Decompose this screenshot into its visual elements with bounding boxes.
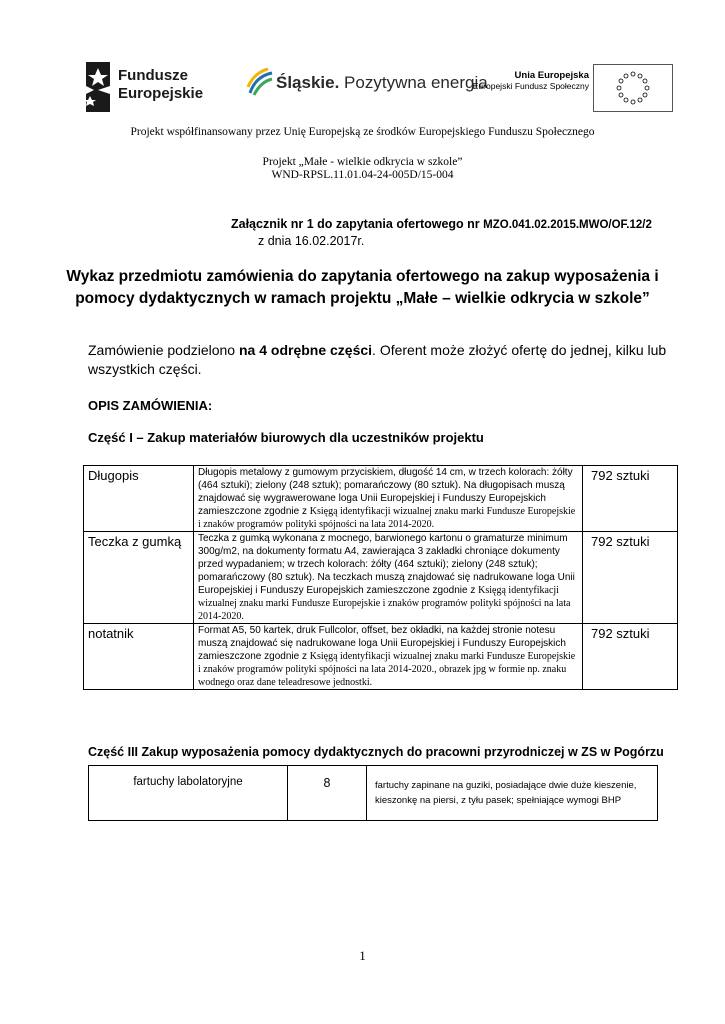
part1-table [83, 465, 678, 690]
item-name: Teczka z gumką [84, 532, 194, 624]
project-name: Projekt „Małe - wielkie odkrycia w szkole” [262, 156, 463, 168]
intro-before: Zamówienie podzielono [88, 342, 239, 358]
annex-date: z dnia 16.02.2017r. [258, 234, 365, 248]
slaskie-sun-icon [246, 67, 274, 97]
table-row [84, 466, 678, 532]
intro-paragraph [88, 341, 678, 379]
item-name: fartuchy labolatoryjne [89, 766, 288, 821]
table-row [84, 532, 678, 624]
item-quantity: 792 sztuki [583, 532, 678, 624]
item-quantity: 8 [288, 766, 367, 821]
table-row [84, 624, 678, 690]
fe-logo-line2: Europejskie [118, 85, 204, 102]
annex-number: MZO.041.02.2015.MWO/OF.12/2 [483, 219, 652, 231]
slaskie-logo [246, 67, 488, 99]
fundusze-europejskie-logo [80, 60, 210, 114]
page-number: 1 [359, 948, 366, 963]
part1-heading: Część I – Zakup materiałów biurowych dla uczestników projektu [88, 430, 484, 445]
ue-wordmark [473, 70, 589, 92]
eu-flag-icon [593, 64, 673, 112]
item-quantity: 792 sztuki [583, 466, 678, 532]
fundusze-europejskie-wordmark [118, 67, 203, 103]
item-description-serif: Księgą identyfikacji wizualnej znaku marki Fundusze Europejskie i znaków programów polityki spójności na lata 2014-2020. [198, 506, 576, 530]
item-description-sans: Format A5, 50 kartek, druk Fullcolor, offset, bez okładki, na każdej stronie notesu muszą znajdować się nadrukowane loga Unii Europejskiej i Funduszy Europejskich zamieszczone zgodnie z [198, 625, 566, 662]
cofinance-statement: Projekt współfinansowany przez Unię Europejską ze środków Europejskiego Funduszu Społecznego [130, 126, 595, 138]
slaskie-wordmark [276, 73, 488, 93]
ue-line2: Europejski Fundusz Społeczny [472, 81, 589, 91]
table-row [89, 766, 658, 821]
ue-line1: Unia Europejska [514, 70, 589, 81]
fundusze-europejskie-star-icon [80, 60, 114, 114]
annex-label: Załącznik nr 1 do zapytania ofertowego nr [231, 217, 484, 231]
slaskie-rest: Pozytywna energia [339, 73, 488, 92]
item-description-serif: Księgą identyfikacji wizualnej znaku marki Fundusze Europejskie i znaków programów polityki spójności na lata 2014-2020., obrazek jpg w formie np. znaku wodnego oraz dane teleadresowe jednostki. [198, 651, 576, 688]
annex-heading [231, 216, 652, 233]
item-description: fartuchy zapinane na guziki, posiadające dwie duże kieszenie, kieszonkę na piersi, z tyłu pasek; spełniające wymogi BHP [367, 766, 658, 821]
opis-heading: OPIS ZAMÓWIENIA: [88, 398, 213, 413]
item-quantity: 792 sztuki [583, 624, 678, 690]
document-title: Wykaz przedmiotu zamówienia do zapytania ofertowego na zakup wyposażenia i pomocy dydaktycznych w ramach projektu „Małe – wielkie odkrycia w szkole” [66, 268, 659, 307]
eu-stars-icon [594, 65, 672, 111]
item-name: Długopis [84, 466, 194, 532]
part3-heading: Część III Zakup wyposażenia pomocy dydaktycznych do pracowni przyrodniczej w ZS w Pogórzu [88, 745, 664, 759]
item-description-sans: Długopis metalowy z gumowym przyciskiem, długość 14 cm, w trzech kolorach: żółty (464 sztuki); zielony (248 sztuk); pomarańczowy (80 sztuk). Na długopisach muszą znajdować się wygrawerowane loga Unii Europejskiej i Funduszy Europejskich zamieszczone zgodnie z [198, 467, 573, 517]
item-name: notatnik [84, 624, 194, 690]
item-description [194, 466, 583, 532]
fe-logo-line1: Fundusze [118, 67, 188, 84]
item-description-sans: Teczka z gumką wykonana z mocnego, barwionego kartonu o gramaturze minimum 300g/m2, na dokumenty formatu A4, zawierająca 3 zakładki chroniące dokumenty przed wypadaniem; w trzech kolorach: żółty (464 sztuki); zielony (248 sztuk); pomarańczowy (80 sztuk). Na teczkach muszą znajdować się nadrukowane loga Unii Europejskiej i Funduszy Europejskich zamieszczone zgodnie z [198, 533, 575, 596]
item-description [194, 624, 583, 690]
slaskie-bold: Śląskie. [276, 73, 340, 92]
unia-europejska-logo [472, 64, 673, 112]
item-description-serif: Księgą identyfikacji wizualnej znaku marki Fundusze Europejskie i znaków programów polityki spójności na lata 2014-2020. [198, 585, 571, 622]
intro-after: . Oferent może złożyć ofertę do jednej, kilku lub wszystkich części. [88, 342, 667, 377]
intro-bold: na 4 odrębne części [238, 342, 373, 358]
part3-table [88, 765, 658, 821]
item-description [194, 532, 583, 624]
project-code: WND-RPSL.11.01.04-24-005D/15-004 [271, 169, 454, 181]
